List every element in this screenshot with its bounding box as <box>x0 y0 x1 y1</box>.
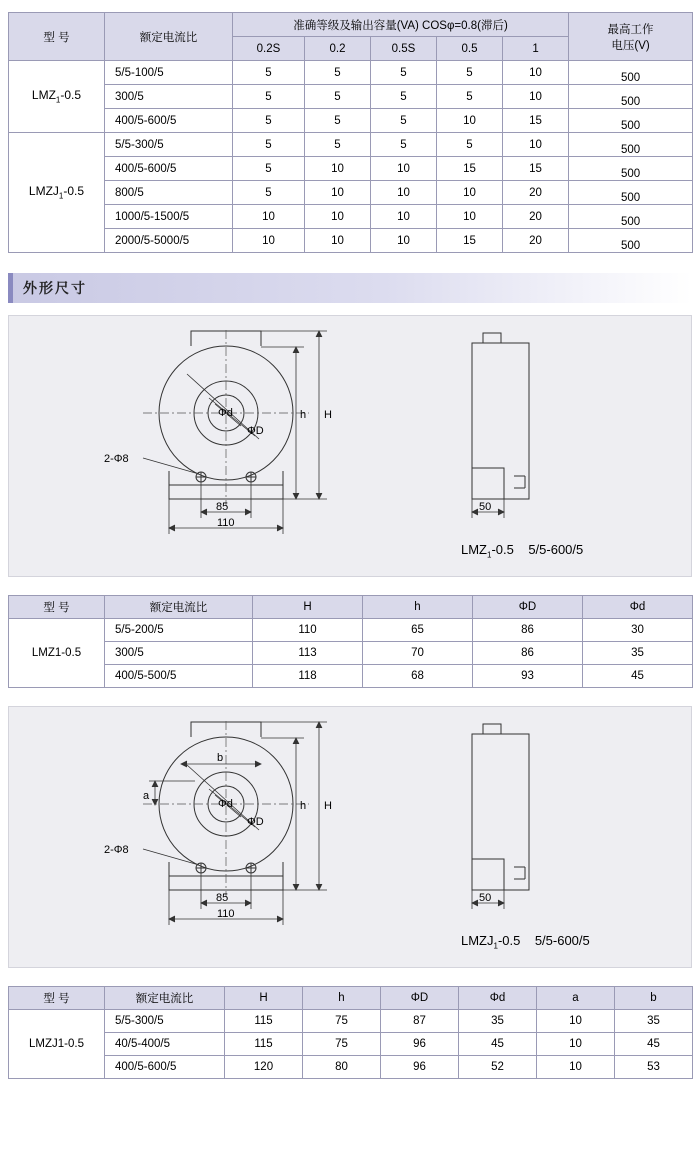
cell-val: 15 <box>503 157 569 181</box>
cell-val: 10 <box>233 229 305 253</box>
cell-val: 5 <box>371 109 437 133</box>
section-title: 外形尺寸 <box>23 280 87 296</box>
cell-model: LMZ1-0.5 <box>9 619 105 688</box>
th-h: h <box>303 987 381 1010</box>
cell-H: 113 <box>253 642 363 665</box>
cell-h: 80 <box>303 1056 381 1079</box>
dim-h: h <box>300 800 307 812</box>
cell-voltage: 500 <box>569 133 693 157</box>
drawing-panel-lmzj1 <box>8 706 692 968</box>
cell-voltage: 500 <box>569 61 693 85</box>
cell-phid: 52 <box>459 1056 537 1079</box>
cell-val: 5 <box>305 109 371 133</box>
section-heading-dimensions <box>8 273 692 303</box>
cell-b: 45 <box>615 1033 693 1056</box>
cell-voltage: 500 <box>569 205 693 229</box>
th-class-0: 0.2S <box>233 37 305 61</box>
table-row <box>9 133 693 157</box>
table-row <box>9 85 693 109</box>
cell-phiD: 86 <box>473 642 583 665</box>
th-class-4: 1 <box>503 37 569 61</box>
dim-110: 110 <box>217 517 235 529</box>
dim-H: H <box>324 800 332 812</box>
th-b: b <box>615 987 693 1010</box>
cell-h: 70 <box>363 642 473 665</box>
cell-phid: 30 <box>583 619 693 642</box>
cell-val: 5 <box>437 61 503 85</box>
table-row <box>9 157 693 181</box>
cell-voltage: 500 <box>569 181 693 205</box>
label-phi-d-small: Φd <box>218 407 233 419</box>
cell-voltage: 500 <box>569 229 693 253</box>
table-row <box>9 1033 693 1056</box>
th-accuracy: 准确等级及输出容量(VA) COSφ=0.8(滞后) <box>233 13 569 37</box>
drawing2-caption: $LMZJ_1-0.5$ 5/5-600/5 <box>461 933 590 951</box>
cell-H: 120 <box>225 1056 303 1079</box>
cell-val: 10 <box>305 205 371 229</box>
cell-val: 10 <box>503 61 569 85</box>
th-class-1: 0.2 <box>305 37 371 61</box>
dim-50: 50 <box>479 892 492 904</box>
cell-val: 5 <box>233 181 305 205</box>
cell-phiD: 93 <box>473 665 583 688</box>
drawing-lmzj1 <box>9 707 691 967</box>
cell-model-lmz1: $LMZ_1-0.5$ <box>9 61 105 133</box>
cell-val: 15 <box>437 157 503 181</box>
cell-b: 35 <box>615 1010 693 1033</box>
th-h: h <box>363 596 473 619</box>
cell-b: 53 <box>615 1056 693 1079</box>
th-ratio: 额定电流比 <box>105 596 253 619</box>
dimension-table-lmz1 <box>8 595 693 688</box>
cell-val: 10 <box>371 181 437 205</box>
cell-H: 115 <box>225 1033 303 1056</box>
cell-val: 20 <box>503 229 569 253</box>
label-phi-D: ΦD <box>247 816 264 828</box>
cell-h: 75 <box>303 1033 381 1056</box>
th-ratio: 额定电流比 <box>105 987 225 1010</box>
th-model: 型 号 <box>9 596 105 619</box>
cell-phiD: 96 <box>381 1033 459 1056</box>
th-H: H <box>225 987 303 1010</box>
th-phiD: ΦD <box>381 987 459 1010</box>
table-row <box>9 205 693 229</box>
cell-val: 5 <box>305 85 371 109</box>
label-phi-D: ΦD <box>247 425 264 437</box>
dim-h: h <box>300 409 307 421</box>
cell-val: 10 <box>503 85 569 109</box>
cell-ratio: 5/5-200/5 <box>105 619 253 642</box>
cell-ratio: 300/5 <box>105 85 233 109</box>
cell-val: 5 <box>305 61 371 85</box>
dim-85: 85 <box>216 501 229 513</box>
cell-val: 10 <box>305 229 371 253</box>
cell-h: 75 <box>303 1010 381 1033</box>
dim-b: b <box>217 752 224 764</box>
table-row <box>9 619 693 642</box>
th-voltage-line1: 最高工作 <box>607 23 654 36</box>
th-ratio: 额定电流比 <box>105 13 233 61</box>
label-2-phi-8: 2-Φ8 <box>104 453 129 465</box>
cell-val: 20 <box>503 205 569 229</box>
th-model: 型 号 <box>9 987 105 1010</box>
th-class-3: 0.5 <box>437 37 503 61</box>
drawing-lmz1 <box>9 316 691 576</box>
cell-phid: 45 <box>459 1033 537 1056</box>
cell-phiD: 86 <box>473 619 583 642</box>
cell-ratio: 2000/5-5000/5 <box>105 229 233 253</box>
cell-ratio: 400/5-500/5 <box>105 665 253 688</box>
cell-val: 10 <box>371 157 437 181</box>
cell-val: 5 <box>305 133 371 157</box>
table-row <box>9 665 693 688</box>
cell-H: 118 <box>253 665 363 688</box>
cell-ratio: 5/5-100/5 <box>105 61 233 85</box>
cell-val: 5 <box>233 157 305 181</box>
cell-val: 10 <box>437 181 503 205</box>
cell-val: 10 <box>371 205 437 229</box>
cell-ratio: 5/5-300/5 <box>105 133 233 157</box>
th-phiD: ΦD <box>473 596 583 619</box>
cell-val: 10 <box>437 205 503 229</box>
cell-val: 5 <box>437 85 503 109</box>
cell-val: 5 <box>371 85 437 109</box>
table-row <box>9 1010 693 1033</box>
cell-model: LMZJ1-0.5 <box>9 1010 105 1079</box>
cell-val: 10 <box>305 157 371 181</box>
cell-phid: 45 <box>583 665 693 688</box>
cell-val: 10 <box>371 229 437 253</box>
cell-voltage: 500 <box>569 85 693 109</box>
th-a: a <box>537 987 615 1010</box>
label-2-phi-8: 2-Φ8 <box>104 844 129 856</box>
cell-a: 10 <box>537 1033 615 1056</box>
th-voltage <box>569 13 693 61</box>
cell-voltage: 500 <box>569 109 693 133</box>
cell-val: 10 <box>233 205 305 229</box>
cell-val: 20 <box>503 181 569 205</box>
specification-table <box>8 12 693 253</box>
drawing-panel-lmz1 <box>8 315 692 577</box>
table-row <box>9 1056 693 1079</box>
cell-val: 15 <box>503 109 569 133</box>
cell-a: 10 <box>537 1010 615 1033</box>
cell-val: 15 <box>437 229 503 253</box>
cell-ratio: 1000/5-1500/5 <box>105 205 233 229</box>
th-model: 型 号 <box>9 13 105 61</box>
dim-110: 110 <box>217 908 235 920</box>
cell-ratio: 40/5-400/5 <box>105 1033 225 1056</box>
cell-phiD: 87 <box>381 1010 459 1033</box>
cell-H: 115 <box>225 1010 303 1033</box>
th-voltage-line2: 电压(V) <box>611 39 650 52</box>
cell-model-lmzj1: $LMZJ_1-0.5$ <box>9 133 105 253</box>
cell-ratio: 300/5 <box>105 642 253 665</box>
dim-a: a <box>143 790 150 802</box>
cell-val: 5 <box>233 61 305 85</box>
cell-val: 5 <box>371 61 437 85</box>
cell-voltage: 500 <box>569 157 693 181</box>
cell-val: 10 <box>305 181 371 205</box>
cell-phid: 35 <box>459 1010 537 1033</box>
table-row <box>9 61 693 85</box>
cell-ratio: 5/5-300/5 <box>105 1010 225 1033</box>
cell-val: 10 <box>503 133 569 157</box>
cell-val: 5 <box>437 133 503 157</box>
cell-ratio: 400/5-600/5 <box>105 157 233 181</box>
cell-a: 10 <box>537 1056 615 1079</box>
cell-h: 68 <box>363 665 473 688</box>
cell-ratio: 800/5 <box>105 181 233 205</box>
cell-phid: 35 <box>583 642 693 665</box>
cell-h: 65 <box>363 619 473 642</box>
cell-phiD: 96 <box>381 1056 459 1079</box>
section-bar-marker <box>8 273 13 303</box>
cell-ratio: 400/5-600/5 <box>105 109 233 133</box>
th-phid: Φd <box>583 596 693 619</box>
dim-50: 50 <box>479 501 492 513</box>
cell-val: 5 <box>233 133 305 157</box>
drawing1-caption: $LMZ_1-0.5$ 5/5-600/5 <box>461 542 584 560</box>
th-H: H <box>253 596 363 619</box>
th-phid: Φd <box>459 987 537 1010</box>
cell-val: 5 <box>371 133 437 157</box>
dimension-table-lmzj1 <box>8 986 693 1079</box>
label-phi-d-small: Φd <box>218 798 233 810</box>
table-row <box>9 181 693 205</box>
table-row <box>9 109 693 133</box>
th-class-2: 0.5S <box>371 37 437 61</box>
cell-ratio: 400/5-600/5 <box>105 1056 225 1079</box>
table-row <box>9 229 693 253</box>
dim-85: 85 <box>216 892 229 904</box>
dim-H: H <box>324 409 332 421</box>
cell-H: 110 <box>253 619 363 642</box>
cell-val: 10 <box>437 109 503 133</box>
cell-val: 5 <box>233 85 305 109</box>
cell-val: 5 <box>233 109 305 133</box>
table-row <box>9 642 693 665</box>
